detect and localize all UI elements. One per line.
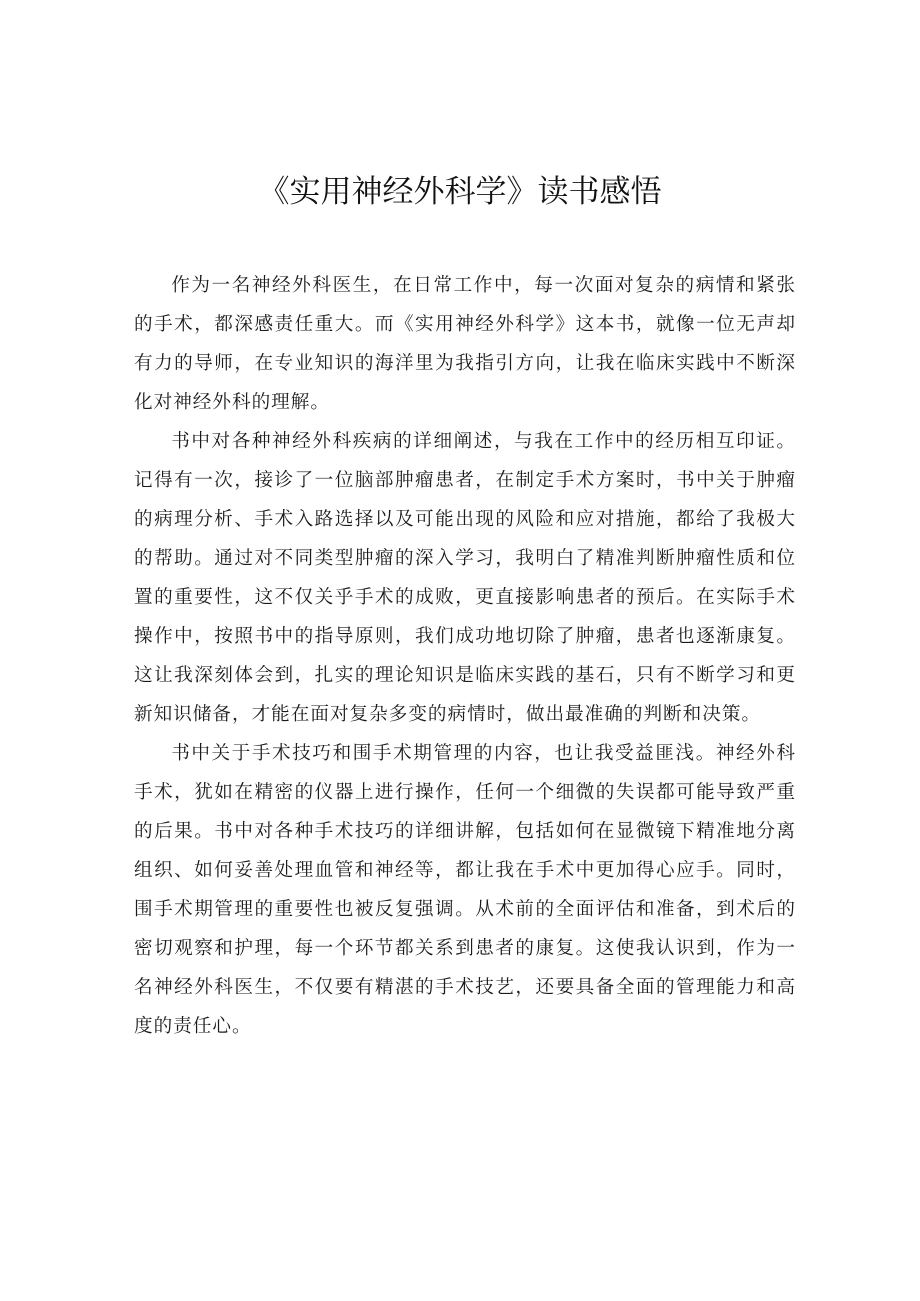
document-body	[134, 266, 796, 1046]
paragraph-2: 书中对各种神经外科疾病的详细阐述，与我在工作中的经历相互印证。记得有一次，接诊了一位脑部肿瘤患者，在制定手术方案时，书中关于肿瘤的病理分析、手术入路选择以及可能出现的风险和应对措施，都给了我极大的帮助。通过对不同类型肿瘤的深入学习，我明白了精准判断肿瘤性质和位置的重要性，这不仅关乎手术的成败，更直接影响患者的预后。在实际手术操作中，按照书中的指导原则，我们成功地切除了肿瘤，患者也逐渐康复。这让我深刻体会到，扎实的理论知识是临床实践的基石，只有不断学习和更新知识储备，才能在面对复杂多变的病情时，做出最准确的判断和决策。	[134, 431, 796, 725]
paragraph-1: 作为一名神经外科医生，在日常工作中，每一次面对复杂的病情和紧张的手术，都深感责任重大。而《实用神经外科学》这本书，就像一位无声却有力的导师，在专业知识的海洋里为我指引方向，让我在临床实践中不断深化对神经外科的理解。	[134, 275, 796, 413]
document-title: 《实用神经外科学》读书感悟	[258, 174, 662, 210]
paragraph-3: 书中关于手术技巧和围手术期管理的内容，也让我受益匪浅。神经外科手术，犹如在精密的仪器上进行操作，任何一个细微的失误都可能导致严重的后果。书中对各种手术技巧的详细讲解，包括如何在显微镜下精准地分离组织、如何妥善处理血管和神经等，都让我在手术中更加得心应手。同时，围手术期管理的重要性也被反复强调。从术前的全面评估和准备，到术后的密切观察和护理，每一个环节都关系到患者的康复。这使我认识到，作为一名神经外科医生，不仅要有精湛的手术技艺，还要具备全面的管理能力和高度的责任心。	[134, 743, 796, 1037]
